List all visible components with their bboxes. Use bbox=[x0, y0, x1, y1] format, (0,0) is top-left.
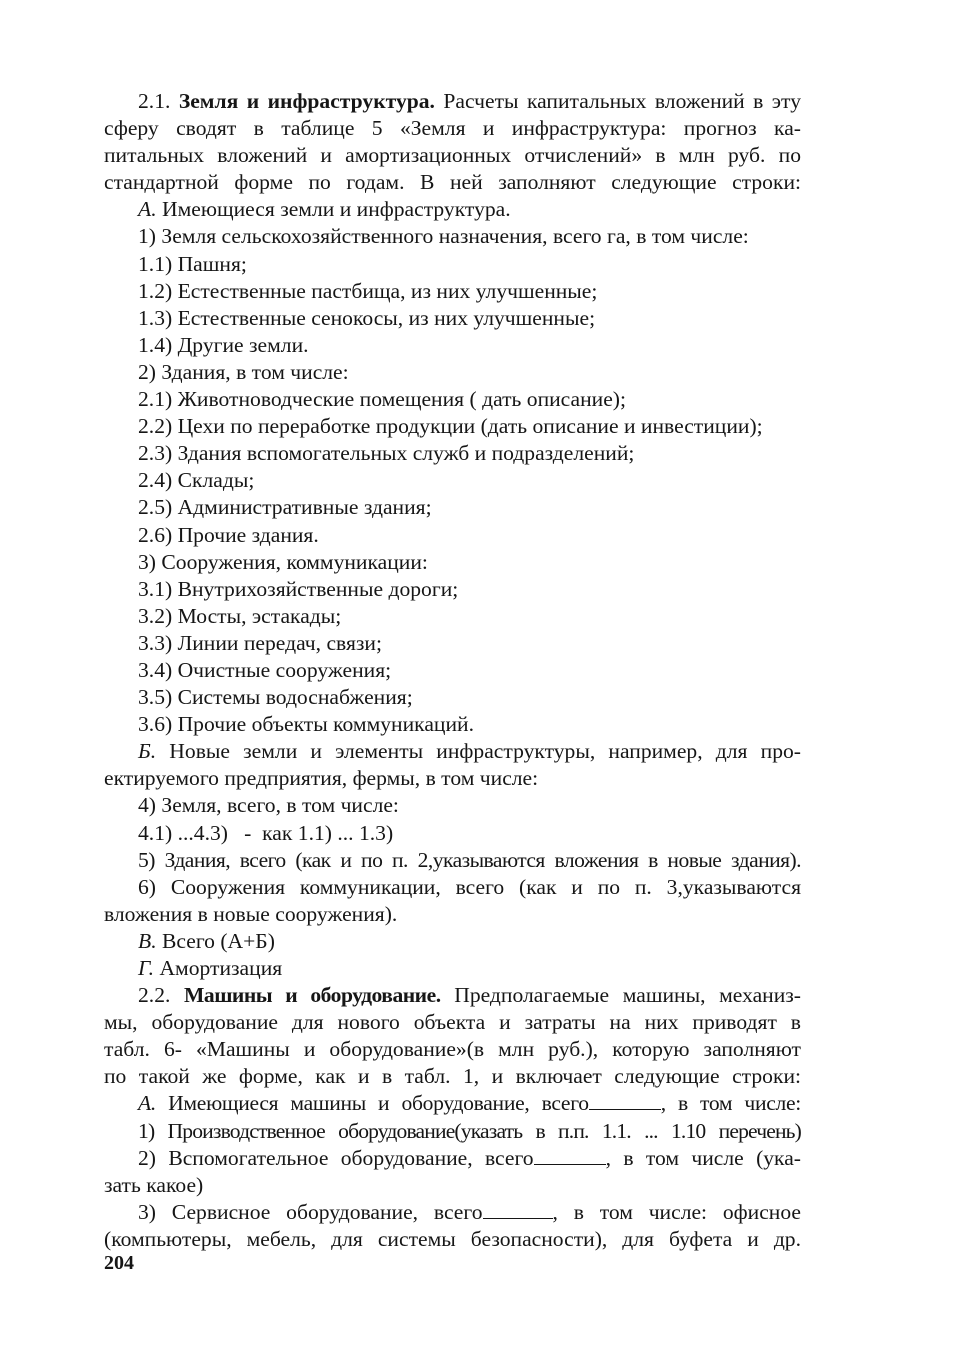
list-item: 1) Производственное оборудование(указать в п.п. 1.1. ... 1.10 перечень) bbox=[138, 1118, 801, 1143]
fill-in-blank bbox=[483, 1200, 553, 1219]
list-item: 2.5) Административные здания; bbox=[138, 495, 432, 520]
section-heading: Земля и инфраструктура. bbox=[178, 89, 435, 113]
item-6-line-1: 6) Сооружения коммуникации, всего (как и по п. 3,указываются bbox=[138, 874, 801, 899]
paragraph-2-1-line-2: сферу сводят в таблице 5 «Земля и инфраструктура: прогноз ка- bbox=[104, 116, 801, 141]
list-item: 1.3) Естественные сенокосы, из них улучшенные; bbox=[138, 305, 596, 330]
paragraph-text: Предполагаемые машины, механиз- bbox=[440, 983, 801, 1008]
paragraph-2-2-line-4: по такой же форме, как и в табл. 1, и включает следующие строки: bbox=[104, 1064, 801, 1089]
section-v-heading bbox=[104, 928, 801, 955]
section-number: 2.2. bbox=[138, 983, 171, 1008]
section-letter: Г. bbox=[138, 956, 155, 980]
list-item: 1.4) Другие земли. bbox=[138, 332, 309, 357]
paragraph-2-1-line-4: стандартной форме по годам. В ней заполняют следующие строки: bbox=[104, 170, 801, 195]
list-item: 2.3) Здания вспомогательных служб и подразделений; bbox=[138, 441, 635, 466]
section-text: Амортизация bbox=[154, 956, 283, 980]
section-b-line-2: ектируемого предприятия, фермы, в том числе: bbox=[104, 766, 539, 791]
list-item: 4) Земля, всего, в том числе: bbox=[138, 793, 399, 818]
list-item: 2.4) Склады; bbox=[138, 468, 255, 493]
fill-in-blank bbox=[534, 1146, 606, 1165]
list-item: 3.1) Внутрихозяйственные дороги; bbox=[138, 576, 459, 601]
section-letter: А. bbox=[138, 197, 157, 222]
list-item: 3.3) Линии передач, связи; bbox=[138, 630, 382, 655]
list-item: 3.4) Очистные сооружения; bbox=[138, 657, 392, 682]
list-item: 1) Земля сельскохозяйственного назначения, всего га, в том числе: bbox=[138, 224, 749, 249]
section-b-line-1 bbox=[104, 738, 801, 765]
page-number: 204 bbox=[104, 1252, 134, 1274]
section-number: 2.1. bbox=[138, 89, 171, 113]
paragraph-2-1-line-3: питальных вложений и амортизационных отчислений» в млн руб. по bbox=[104, 143, 801, 168]
list-item: 5) Здания, всего (как и по п. 2,указываются вложения в новые здания). bbox=[138, 847, 801, 872]
list-item: 1.2) Естественные пастбища, из них улучшенные; bbox=[138, 278, 598, 303]
section-letter: Б. bbox=[138, 739, 157, 764]
section-letter: А. bbox=[138, 1091, 156, 1116]
fill-in-blank bbox=[589, 1091, 661, 1110]
list-item: 2.2) Цехи по переработке продукции (дать описание и инвестиции); bbox=[138, 414, 763, 439]
list-item: 3.5) Системы водоснабжения; bbox=[138, 685, 413, 710]
paragraph-2-1-line-1 bbox=[104, 88, 801, 115]
list-item: 1.1) Пашня; bbox=[138, 251, 247, 276]
section-a2-line bbox=[104, 1090, 801, 1117]
paragraph-2-2-line-2: мы, оборудование для нового объекта и затраты на них приводят в bbox=[104, 1010, 801, 1035]
section-heading: Машины и оборудование. bbox=[184, 983, 441, 1008]
section-text: Всего (А+Б) bbox=[156, 928, 275, 953]
section-text: Имеющиеся земли и инфраструктура. bbox=[156, 197, 511, 222]
paragraph-2-2-line-3: табл. 6- «Машины и оборудование»(в млн руб.), которую заполняют bbox=[104, 1037, 801, 1062]
item-text: 3) Сервисное оборудование, всего bbox=[138, 1199, 483, 1224]
item-m2-line-2: зать какое) bbox=[104, 1172, 204, 1197]
list-item: 2.6) Прочие здания. bbox=[138, 522, 319, 547]
paragraph-text: Расчеты капитальных вложений в эту bbox=[434, 89, 801, 113]
item-text: , в том числе (ука- bbox=[605, 1145, 801, 1170]
paragraph-2-2-line-1 bbox=[104, 982, 801, 1009]
item-6-line-2: вложения в новые сооружения). bbox=[104, 901, 398, 926]
item-text: 2) Вспомогательное оборудование, всего bbox=[138, 1145, 534, 1170]
section-letter: В. bbox=[138, 928, 157, 953]
list-item: 2) Здания, в том числе: bbox=[138, 359, 349, 384]
item-m3-line-1 bbox=[104, 1199, 801, 1226]
list-item: 4.1) ...4.3) - как 1.1) ... 1.3) bbox=[138, 820, 394, 845]
list-item: 3) Сооружения, коммуникации: bbox=[138, 549, 428, 574]
document-page bbox=[104, 88, 801, 1253]
section-g-heading bbox=[104, 955, 801, 982]
section-text: , в том числе: bbox=[660, 1091, 801, 1116]
item-text: , в том числе: офисное bbox=[552, 1199, 801, 1224]
list-item: 2.1) Животноводческие помещения ( дать описание); bbox=[138, 387, 626, 412]
list-item: 3.2) Мосты, эстакады; bbox=[138, 603, 342, 628]
section-text: Имеющиеся машины и оборудование, всего bbox=[156, 1091, 589, 1116]
item-m2-line-1 bbox=[104, 1145, 801, 1172]
section-a-heading bbox=[104, 196, 801, 223]
list-item: 3.6) Прочие объекты коммуникаций. bbox=[138, 712, 474, 737]
item-m3-line-2: (компьютеры, мебель, для системы безопасности), для буфета и др. bbox=[104, 1226, 801, 1251]
section-text: Новые земли и элементы инфраструктуры, например, для про- bbox=[156, 739, 801, 764]
